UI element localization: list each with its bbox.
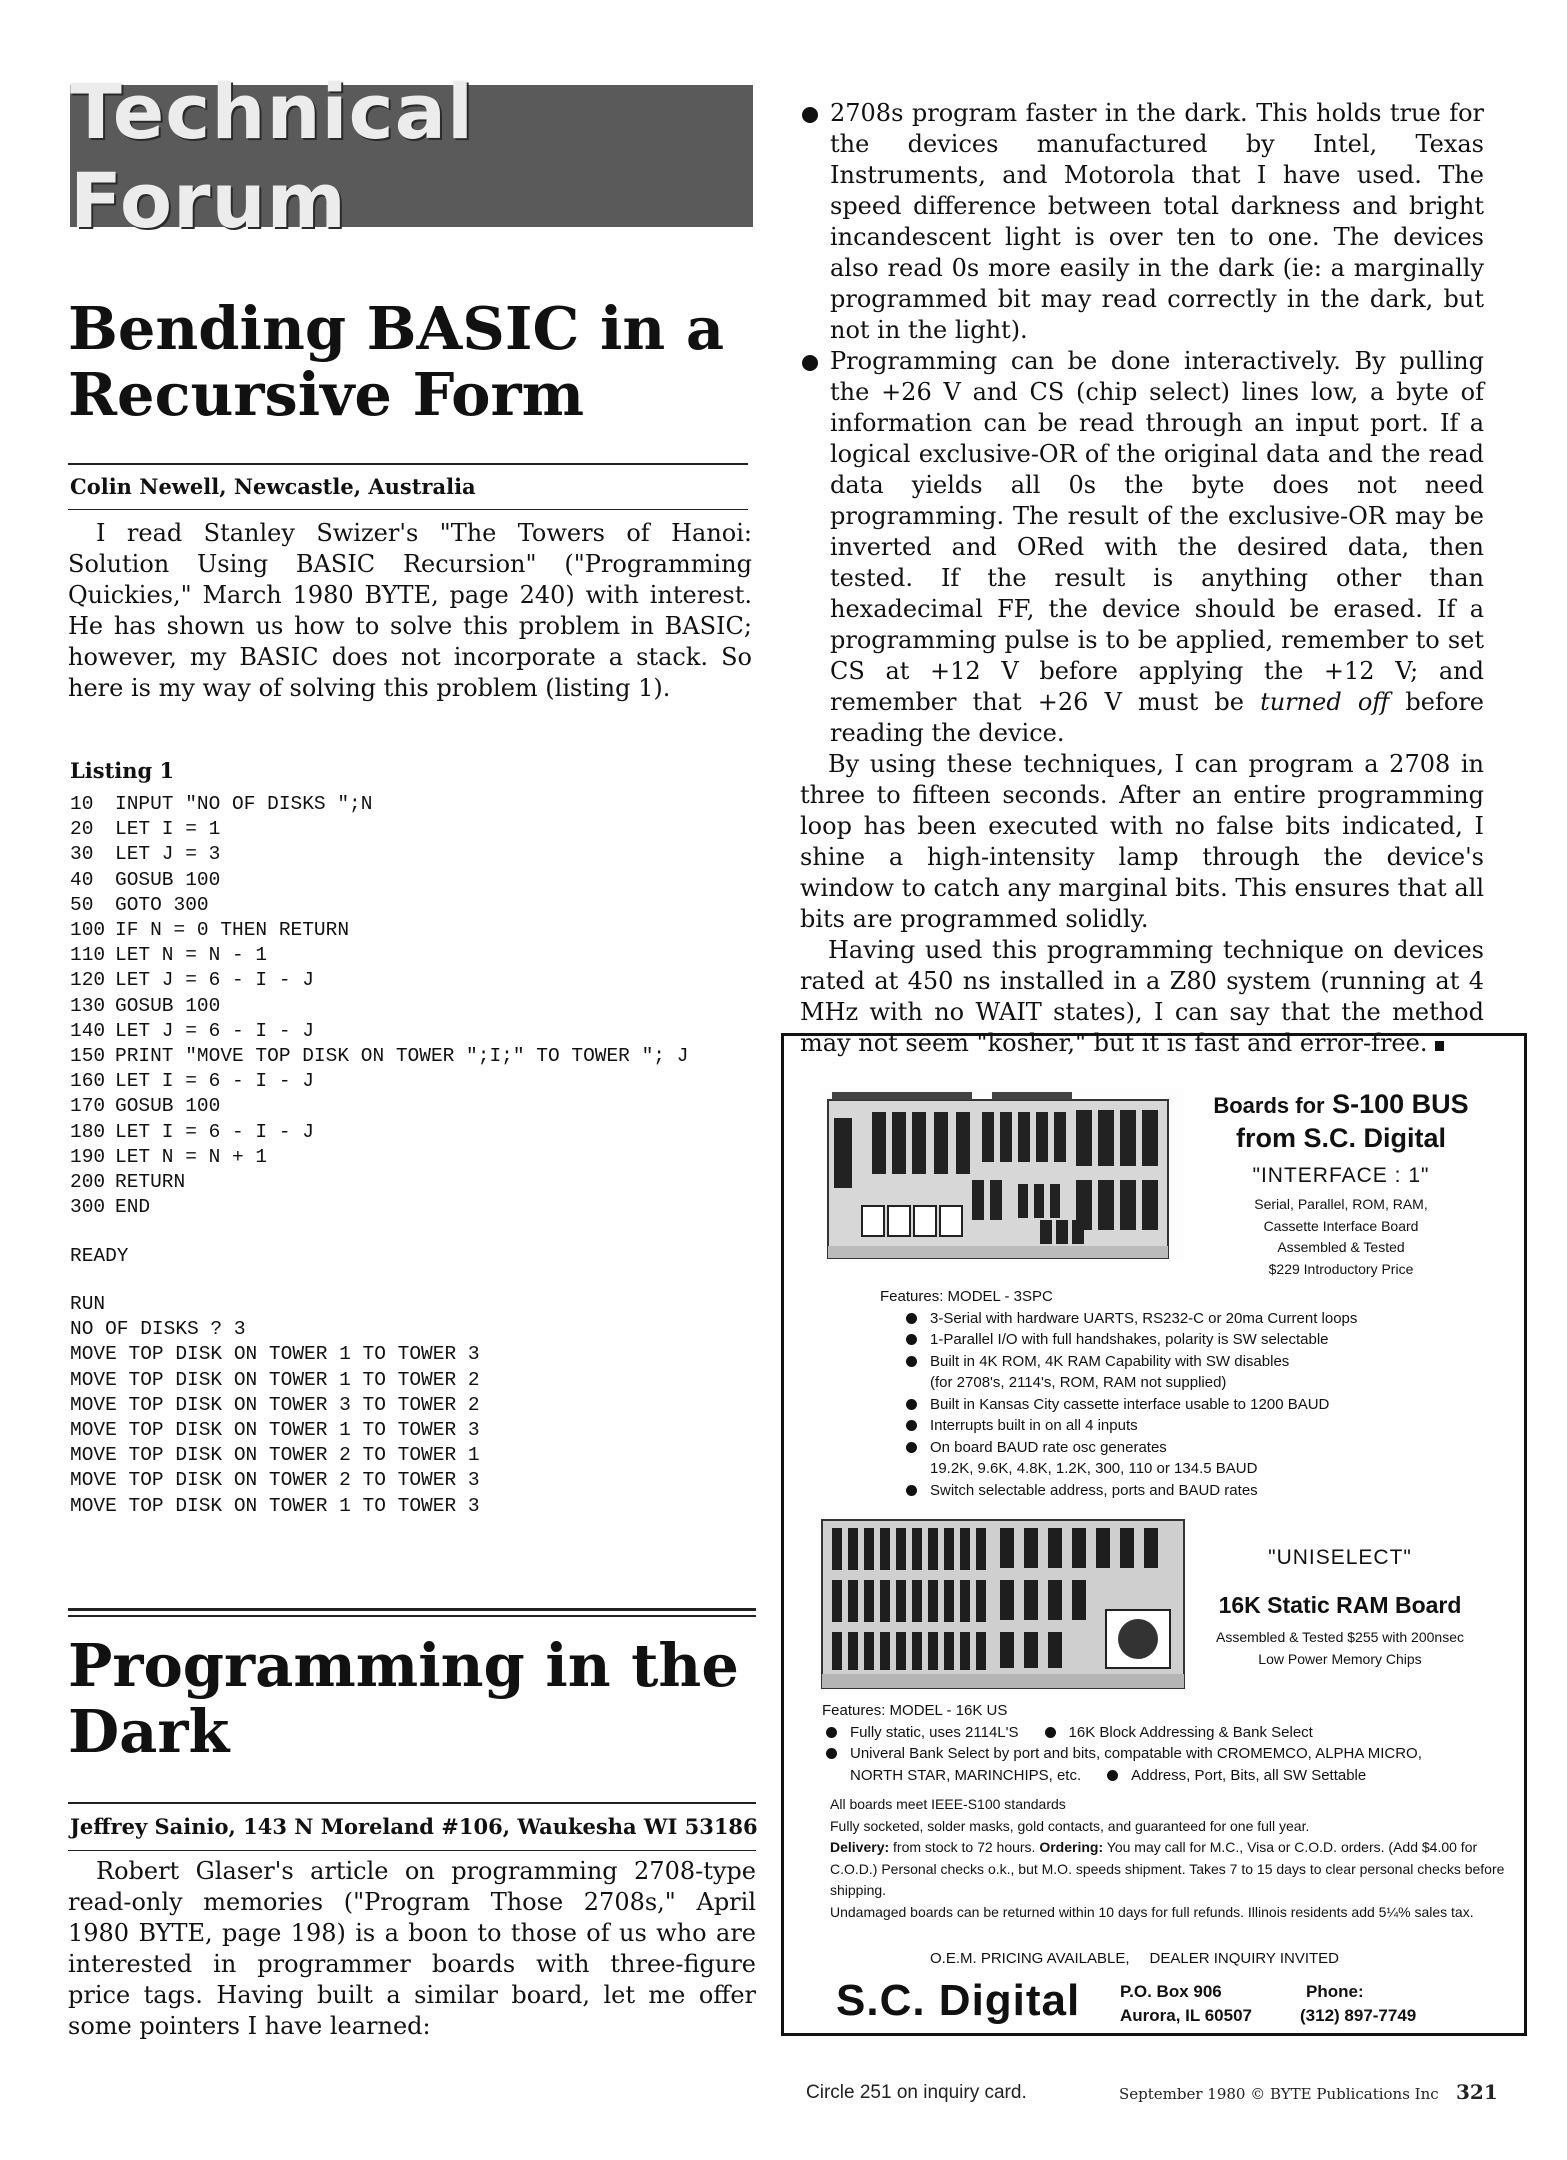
ordering-text: You may call for M.C., Visa or C.O.D. orders. (Add $4.00 for C.O.D.) Personal checks o.k., but M.O. speeds shipment. Takes 7 to 15 days to clear personal checks before shipping. [830,1839,1505,1898]
product2-model: Features: MODEL - 16K US [822,1702,1008,1719]
listing-line-code: LET N = N - 1 [115,944,268,967]
listing-line-code: GOSUB 100 [115,868,221,891]
article1-title-line2: Recursive Form [68,360,584,430]
run-output-line: MOVE TOP DISK ON TOWER 3 TO TOWER 2 [70,1393,480,1416]
address-line1: P.O. Box 906 [1120,1982,1222,2001]
listing-line-number: 130 [70,994,106,1017]
listing-line-code: END [115,1196,151,1219]
listing-line-code: LET J = 6 - I - J [115,1019,314,1042]
ad-delivery-ordering [830,1837,1510,1902]
listing-line-code: GOTO 300 [115,893,209,916]
article2-title-line1: Programming in the [68,1631,739,1700]
product1-feature: On board BAUD rate osc generates [902,1437,1500,1459]
product1-feature: Switch selectable address, ports and BAUD rates [902,1480,1500,1502]
listing-line-number: 120 [70,969,106,992]
article2-continued [800,98,1484,1059]
product1-name: "INTERFACE : 1" [1252,1164,1430,1187]
listing-line-number: 50 [70,893,94,916]
paragraph-3-text: Having used this programming technique on devices rated at 450 ns installed in a Z80 system (running at 4 MHz with no WAIT states), I can say that the method may not seem "kosher," but it is fast and error-free. [800,936,1484,1057]
product2-feature: 16K Block Addressing & Bank Select [1041,1722,1313,1744]
listing-line [70,893,688,918]
listing-line-number: 100 [70,919,106,942]
listing-line-code: GOSUB 100 [115,1095,221,1118]
article2-intro-paragraph: Robert Glaser's article on programming 2708-type read-only memories ("Program Those 2708s," April 1980 BYTE, page 198) is a boon to those of us who are interested in programmer boards with three-figure price tags. Having built a similar board, let me offer some pointers I have learned: [68,1857,756,2040]
bullet-2-text-a: Programming can be done interactively. By pulling the +26 V and CS (chip select) lines low, a byte of information can be read through an input port. If a logical exclusive-OR of the original data and the read data yields all 0s the byte does not need programming. The result of the exclusive-OR may be inverted and ORed with the desired data, then tested. If the result is anything other than hexadecimal FF, the device should be erased. If a programming pulse is to be applied, remember to set CS at +12 V before applying the +12 V; and remember that +26 V must be [830,347,1484,716]
article2-paragraph-2: By using these techniques, I can program a 2708 in three to fifteen seconds. After an entire programming loop has been executed with no false bits indicated, I shine a high-intensity lamp through the device's window to catch any marginal bits. This ensures that all bits are programmed solidly. [800,750,1484,933]
listing-line [70,868,688,893]
product1-feature: 1-Parallel I/O with full handshakes, polarity is SW selectable [902,1329,1500,1351]
listing-line [70,1120,688,1145]
product1-feature-list [880,1308,1500,1502]
listing-title: Listing 1 [70,758,175,783]
listing-line [70,968,688,993]
run-output-line: MOVE TOP DISK ON TOWER 1 TO TOWER 3 [70,1419,480,1442]
listing-line-number: 110 [70,944,106,967]
listing-line-number: 160 [70,1070,106,1093]
product1-desc-line3: Assembled & Tested [1277,1239,1405,1255]
company-phone [1300,1980,1416,2028]
run-output [70,1292,480,1519]
delivery-text: from stock to 72 hours. [893,1839,1036,1855]
listing-line-code: LET N = N + 1 [115,1145,268,1168]
product1-feature: Interrupts built in on all 4 inputs [902,1415,1500,1437]
article2-byline: Jeffrey Sainio, 143 N Moreland #106, Waukesha WI 53186 [70,1814,758,1839]
listing-line-code: LET I = 6 - I - J [115,1070,314,1093]
run-output-line: MOVE TOP DISK ON TOWER 1 TO TOWER 3 [70,1343,480,1366]
bullet-1-text: 2708s program faster in the dark. This holds true for the devices manufactured by Intel, Texas Instruments, and Motorola that I have used. The speed difference between total darkness and bright incandescent light is over ten to one. The devices also read 0s more easily in the dark (ie: a marginally programmed bit may read correctly in the dark, but not in the light). [830,99,1484,344]
phone-label: Phone: [1306,1982,1364,2001]
product1-feature-note: (for 2708's, 2114's, ROM, RAM not supplied) [930,1374,1227,1391]
product2-feature: Address, Port, Bits, all SW Settable [1103,1765,1366,1787]
run-output-line: RUN [70,1293,106,1315]
listing-line [70,994,688,1019]
technical-forum-banner [70,67,753,245]
listing-line-number: 30 [70,843,94,866]
company-logo-text: S.C. Digital [836,1976,1081,2025]
listing-line-number: 20 [70,818,94,841]
page-number: 321 [1456,2080,1498,2104]
bullet-2-text-b: before reading the device. [830,688,1484,747]
product2-feature-note: NORTH STAR, MARINCHIPS, etc. [850,1766,1082,1784]
product2-feature: Univeral Bank Select by port and bits, compatable with CROMEMCO, ALPHA MICRO, [822,1743,1502,1765]
product2-desc-line2: Low Power Memory Chips [1258,1651,1422,1667]
run-output-line: MOVE TOP DISK ON TOWER 2 TO TOWER 3 [70,1469,480,1492]
company-address [1120,1980,1252,2028]
listing-line [70,792,688,817]
ad-standards: All boards meet IEEE-S100 standards [830,1796,1066,1812]
basic-listing [70,792,688,1220]
footer-date-copyright: September 1980 © BYTE Publications Inc [1119,2085,1439,2103]
listing-ready: READY [70,1245,129,1267]
listing-line [70,1019,688,1044]
footer-inquiry-note: Circle 251 on inquiry card. [806,2082,1027,2103]
listing-line [70,1094,688,1119]
article2-bullet-2 [800,346,1484,749]
listing-line [70,1044,688,1069]
listing-line-code: RETURN [115,1171,186,1194]
listing-line-code: LET I = 1 [115,818,221,841]
listing-line-number: 140 [70,1019,106,1042]
product1-description [1196,1194,1486,1280]
run-output-line: NO OF DISKS ? 3 [70,1318,246,1341]
ad-returns: Undamaged boards can be returned within 10 days for full refunds. Illinois residents add 5¼% sales tax. [830,1903,1474,1920]
product1-feature: Built in 4K ROM, 4K RAM Capability with SW disables [902,1351,1500,1373]
listing-line [70,817,688,842]
listing-line [70,1069,688,1094]
product2-desc-line1: Assembled & Tested $255 with 200nsec [1215,1629,1464,1645]
run-output-line: MOVE TOP DISK ON TOWER 1 TO TOWER 3 [70,1494,480,1517]
article2-bullet-1 [800,98,1484,346]
banner-title: Technical Forum [70,67,474,245]
product2-title: 16K Static RAM Board [1218,1592,1462,1618]
ram-board-photo [818,1514,1188,1694]
dealer-inquiry: DEALER INQUIRY INVITED [1149,1950,1340,1967]
listing-line [70,842,688,867]
article2-title-line2: Dark [68,1697,230,1767]
product1-feature: 3-Serial with hardware UARTS, RS232-C or 20ma Current loops [902,1308,1500,1330]
listing-line-number: 150 [70,1045,106,1068]
listing-line-number: 180 [70,1120,106,1143]
address-line2: Aurora, IL 60507 [1120,2006,1252,2025]
ad-guarantee: Fully socketed, solder masks, gold contacts, and guaranteed for one full year. [830,1817,1310,1834]
article2-title [68,1633,758,1765]
product1-price: $229 Introductory Price [1268,1260,1414,1277]
ad-heading-bus: S-100 BUS [1332,1089,1469,1119]
ad-heading-boards-for: Boards for [1213,1093,1325,1118]
product1-feature: Built in Kansas City cassette interface usable to 1200 BAUD [902,1394,1500,1416]
article1-rule-top [68,463,748,465]
ad-heading-line1 [1196,1088,1486,1122]
listing-line-code: GOSUB 100 [115,994,221,1017]
product2-name: "UNISELECT" [1268,1546,1412,1569]
listing-line [70,1145,688,1170]
product2-description [1190,1626,1490,1670]
article1-rule-bottom [68,509,748,510]
product1-baud-rates: 19.2K, 9.6K, 4.8K, 1.2K, 300, 110 or 134.5 BAUD [930,1460,1258,1477]
article1-title-line1: Bending BASIC in a [68,294,725,363]
bullet-2-emphasis: turned off [1260,688,1390,716]
listing-line-number: 190 [70,1145,106,1168]
article2-rule-double-2 [68,1615,756,1617]
article2-intro [68,1856,756,2042]
product2-feature-row3 [822,1765,1502,1787]
listing-line-code: IF N = 0 THEN RETURN [115,919,350,942]
ad-heading [1196,1088,1486,1154]
listing-line-code: LET J = 3 [115,843,221,866]
ad-heading-from: from S.C. Digital [1235,1123,1446,1153]
delivery-label: Delivery: [830,1839,890,1855]
run-output-line: MOVE TOP DISK ON TOWER 1 TO TOWER 2 [70,1368,480,1391]
run-output-line: MOVE TOP DISK ON TOWER 2 TO TOWER 1 [70,1444,480,1467]
article1-paragraph: I read Stanley Swizer's "The Towers of Hanoi: Solution Using BASIC Recursion" ("Programming Quickies," March 1980 BYTE, page 240) with interest. He has shown us how to solve this problem in BASIC; however, my BASIC does not incorporate a stack. So here is my way of solving this problem (listing 1). [68,519,752,702]
listing-line-number: 10 [70,793,94,815]
listing-line-code: LET J = 6 - I - J [115,969,314,992]
listing-line-number: 300 [70,1196,106,1219]
product2-feature-row1 [822,1722,1502,1744]
listing-line-number: 170 [70,1095,106,1118]
product2-feature: Fully static, uses 2114L'S [822,1722,1019,1744]
article2-rule-double-1 [68,1608,756,1611]
listing-line [70,943,688,968]
product1-features [880,1286,1500,1501]
product2-features [822,1700,1502,1786]
listing-line-code: PRINT "MOVE TOP DISK ON TOWER ";I;" TO TOWER "; J [115,1045,689,1068]
product1-model: Features: MODEL - 3SPC [880,1288,1053,1305]
ordering-label: Ordering: [1039,1839,1104,1855]
listing-line [70,1170,688,1195]
listing-line-code: LET I = 6 - I - J [115,1120,314,1143]
ad-oem-line [930,1950,1339,1967]
phone-number: (312) 897-7749 [1300,2006,1417,2025]
product1-desc-line2: Cassette Interface Board [1263,1217,1419,1234]
listing-line [70,1195,688,1220]
article1-byline: Colin Newell, Newcastle, Australia [70,474,476,499]
listing-line-code: INPUT "NO OF DISKS ";N [115,793,373,815]
listing-line [70,918,688,943]
ad-fine-print [830,1794,1510,1923]
article1-body [68,518,752,704]
oem-pricing: O.E.M. PRICING AVAILABLE, [930,1950,1130,1967]
article2-rule-bottom [68,1850,756,1851]
article1-title [68,296,758,428]
article2-rule-top [68,1802,756,1804]
listing-line-number: 200 [70,1171,106,1194]
product1-desc-line1: Serial, Parallel, ROM, RAM, [1254,1196,1428,1212]
interface-board-photo [822,1088,1184,1263]
listing-line-number: 40 [70,868,94,891]
